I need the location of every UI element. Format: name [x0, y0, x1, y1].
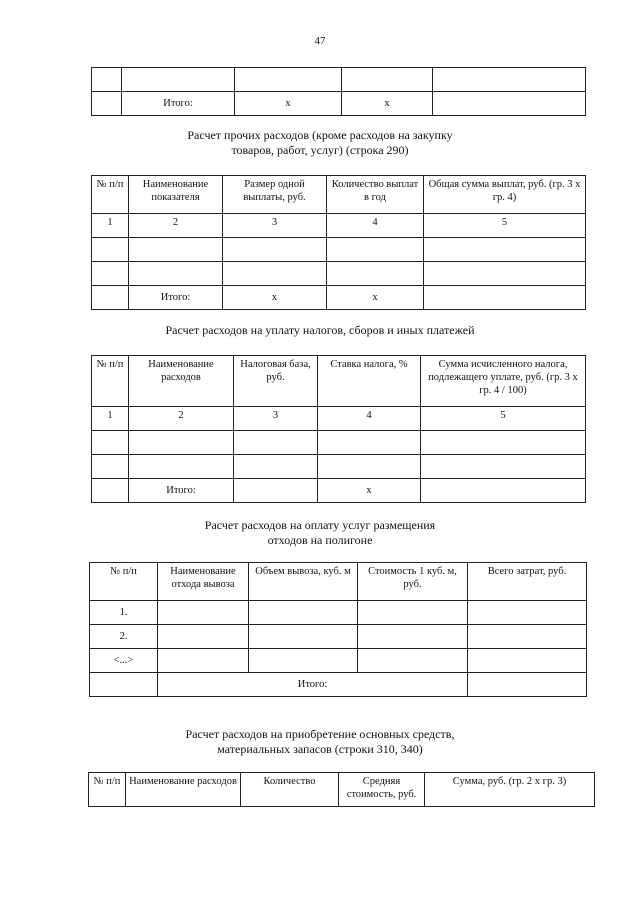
- row-label: 2.: [90, 625, 158, 649]
- table-cell: [234, 479, 318, 503]
- column-header: Количество выплат в год: [327, 176, 424, 214]
- table-cell: [234, 455, 318, 479]
- table-cell: [92, 68, 122, 92]
- table-cell: [92, 262, 129, 286]
- table-cell: [129, 238, 223, 262]
- section-title: [0, 727, 640, 757]
- table-row: [92, 238, 586, 262]
- column-number: 5: [424, 214, 586, 238]
- table-cell: [424, 262, 586, 286]
- column-header: Всего затрат, руб.: [468, 563, 587, 601]
- section-title-line: Расчет расходов на оплату услуг размещения: [204, 518, 436, 532]
- table-cell: [468, 673, 587, 697]
- other-expenses-table: [91, 175, 586, 310]
- table-row: [90, 673, 587, 697]
- table-row: [92, 286, 586, 310]
- column-number: 3: [234, 407, 318, 431]
- column-header: Средняя стоимость, руб.: [339, 773, 425, 807]
- column-number: 4: [318, 407, 421, 431]
- table-cell: [424, 238, 586, 262]
- column-header: Объем вывоза, куб. м: [249, 563, 358, 601]
- section-title-line: Расчет прочих расходов (кроме расходов на закупку: [187, 128, 453, 142]
- top-table: [91, 67, 586, 116]
- column-header: Количество: [241, 773, 339, 807]
- table-cell: [223, 238, 327, 262]
- table-header-row: [92, 356, 586, 407]
- table-cell: [129, 455, 234, 479]
- column-header: Стоимость 1 куб. м, руб.: [358, 563, 468, 601]
- total-label: Итого:: [129, 479, 234, 503]
- section-title-line: отходов на полигоне: [267, 533, 373, 547]
- waste-disposal-table: [89, 562, 587, 697]
- column-header: № п/п: [92, 176, 129, 214]
- section-title: [0, 128, 640, 158]
- table-row: [90, 649, 587, 673]
- column-header: № п/п: [90, 563, 158, 601]
- total-label: Итого:: [122, 92, 235, 116]
- table-cell: [129, 431, 234, 455]
- table-cell: [318, 455, 421, 479]
- table-cell: [122, 68, 235, 92]
- taxes-table: [91, 355, 586, 503]
- table-cell: [223, 262, 327, 286]
- table-cell: [90, 673, 158, 697]
- table-row: [92, 431, 586, 455]
- table-cell: [433, 92, 586, 116]
- column-header: Ставка налога, %: [318, 356, 421, 407]
- column-number: 5: [421, 407, 586, 431]
- page-number: 47: [314, 35, 326, 47]
- column-number-row: [92, 214, 586, 238]
- column-header: Общая сумма выплат, руб. (гр. 3 х гр. 4): [424, 176, 586, 214]
- column-header: Наименование отхода вывоза: [158, 563, 249, 601]
- table-cell: x: [235, 92, 342, 116]
- section-title: [0, 518, 640, 548]
- table-cell: x: [327, 286, 424, 310]
- table-cell: [433, 68, 586, 92]
- table-cell: [234, 431, 318, 455]
- table-cell: x: [223, 286, 327, 310]
- table-cell: [92, 431, 129, 455]
- table-cell: [235, 68, 342, 92]
- fixed-assets-table: [88, 772, 595, 807]
- section-title-line: товаров, работ, услуг) (строка 290): [231, 143, 409, 157]
- table-cell: [249, 649, 358, 673]
- section-title-line: Расчет расходов на уплату налогов, сборов и иных платежей: [165, 323, 475, 337]
- total-label: Итого:: [158, 673, 468, 697]
- column-header: Наименование расходов: [129, 356, 234, 407]
- table-row: [92, 92, 586, 116]
- table-cell: [421, 431, 586, 455]
- table-cell: [92, 92, 122, 116]
- table-cell: [468, 601, 587, 625]
- section-title: [0, 323, 640, 338]
- column-header: № п/п: [92, 356, 129, 407]
- table-cell: [92, 455, 129, 479]
- table-cell: x: [318, 479, 421, 503]
- table-cell: [421, 479, 586, 503]
- table-row: [92, 455, 586, 479]
- table-cell: [158, 601, 249, 625]
- table-cell: [158, 625, 249, 649]
- table-cell: [318, 431, 421, 455]
- column-number-row: [92, 407, 586, 431]
- table-cell: [92, 479, 129, 503]
- table-cell: [92, 286, 129, 310]
- table-cell: [468, 625, 587, 649]
- table-cell: [342, 68, 433, 92]
- table-cell: [249, 601, 358, 625]
- table-cell: [358, 625, 468, 649]
- table-header-row: [92, 176, 586, 214]
- column-number: 1: [92, 407, 129, 431]
- table-header-row: [89, 773, 595, 807]
- table-cell: [424, 286, 586, 310]
- table-cell: x: [342, 92, 433, 116]
- column-header: № п/п: [89, 773, 126, 807]
- row-label: <...>: [90, 649, 158, 673]
- table-cell: [327, 238, 424, 262]
- column-number: 3: [223, 214, 327, 238]
- column-header: Налоговая база, руб.: [234, 356, 318, 407]
- column-number: 4: [327, 214, 424, 238]
- table-row: [92, 262, 586, 286]
- table-cell: [249, 625, 358, 649]
- table-cell: [92, 238, 129, 262]
- column-header: Наименование расходов: [126, 773, 241, 807]
- column-header: Размер одной выплаты, руб.: [223, 176, 327, 214]
- column-number: 2: [129, 407, 234, 431]
- table-row: [92, 479, 586, 503]
- table-row: [92, 68, 586, 92]
- column-number: 2: [129, 214, 223, 238]
- total-label: Итого:: [129, 286, 223, 310]
- table-cell: [158, 649, 249, 673]
- table-cell: [129, 262, 223, 286]
- section-title-line: материальных запасов (строки 310, 340): [217, 742, 423, 756]
- table-cell: [421, 455, 586, 479]
- table-row: [90, 625, 587, 649]
- table-cell: [327, 262, 424, 286]
- column-header: Сумма, руб. (гр. 2 х гр. 3): [425, 773, 595, 807]
- table-cell: [358, 649, 468, 673]
- column-number: 1: [92, 214, 129, 238]
- section-title-line: Расчет расходов на приобретение основных средств,: [185, 727, 455, 741]
- row-label: 1.: [90, 601, 158, 625]
- column-header: Наименование показателя: [129, 176, 223, 214]
- table-header-row: [90, 563, 587, 601]
- table-cell: [468, 649, 587, 673]
- column-header: Сумма исчисленного налога, подлежащего уплате, руб. (гр. 3 х гр. 4 / 100): [421, 356, 586, 407]
- table-cell: [358, 601, 468, 625]
- table-row: [90, 601, 587, 625]
